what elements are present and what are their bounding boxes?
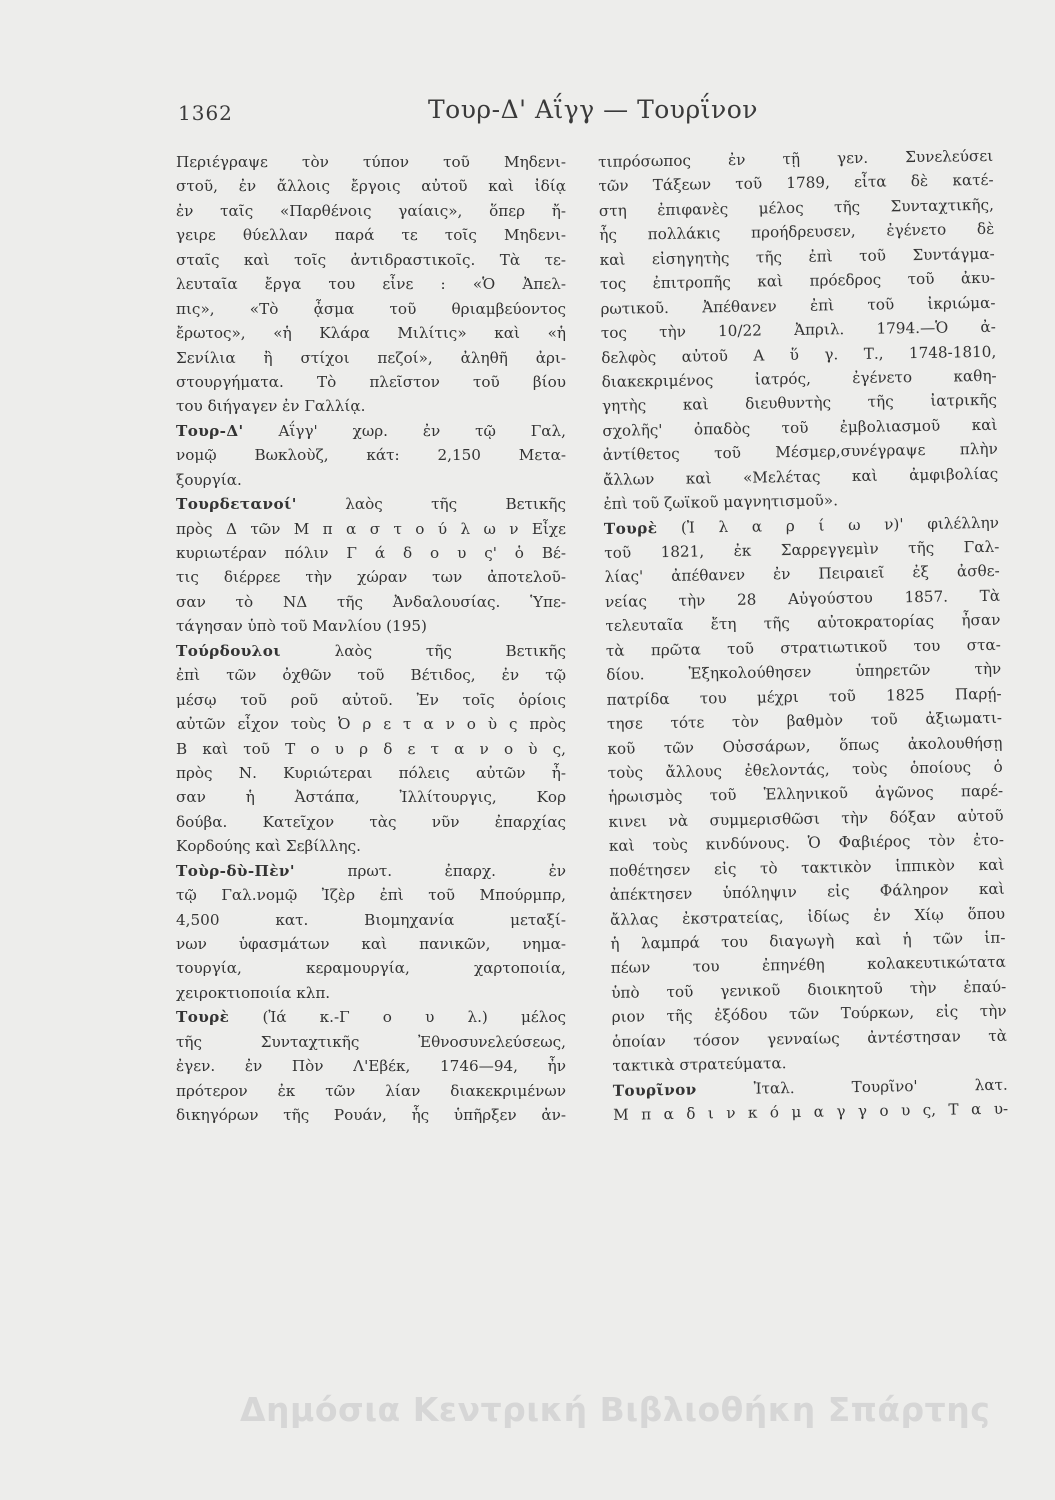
text-line: σταῖς καὶ τοῖς ἀντιδραστικοῖς. Τὰ τε- [176, 250, 566, 269]
library-watermark: Δημόσια Κεντρική Βιβλιοθήκη Σπάρτης [240, 1390, 991, 1429]
entry-headword: Τουρ-Δ' [176, 421, 244, 440]
text-line: καὶ εἰσηγητὴς τῆς ἐπὶ τοῦ Συντάγμα- [599, 244, 995, 269]
text-line: ἄλλας ἐκστρατείας, ἰδίως ἐν Χίῳ ὅπου [609, 904, 1006, 929]
text-line: πρότερον ἐκ τῶν λίαν διακεκριμένων [176, 1081, 566, 1100]
text-line: Μ π α δ ι ν κ ό μ α γ γ ο υ ς, Τ α υ- [613, 1099, 1009, 1124]
entry-start-line: Τουρ-Δ' Αΐγγ' χωρ. ἐν τῷ Γαλ, [176, 421, 566, 440]
text-line: τος τὴν 10/22 Ἀπριλ. 1794.—Ὁ ἀ- [600, 317, 996, 343]
text-line: νομῷ Βωκλοὺζ, κάτ: 2,150 Μετα- [176, 446, 566, 465]
text-line: του διήγαγεν ἐν Γαλλίᾳ. [176, 397, 366, 416]
text-line: ἔρωτος», «ἡ Κλάρα Μιλίτις» καὶ «ἡ [176, 324, 566, 343]
text-line: σχολῆς' ὀπαδὸς τοῦ ἐμβολιασμοῦ καὶ [602, 415, 998, 440]
text-line: σαν τὸ ΝΔ τῆς Ἀνδαλουσίας. Ὑπε- [176, 592, 566, 611]
text-line: σαν ἡ Ἀστάπα, Ἰλλίτουργις, Κορ [176, 788, 566, 807]
text-line: τος ἐπιτροπῆς καὶ πρόεδρος τοῦ ἀκυ- [599, 268, 996, 294]
text-line: δίου. Ἐξηκολούθησεν ὑπηρετῶν τὴν [606, 659, 1002, 685]
text-line: λευταῖα ἔργα του εἶνε : «Ὁ Ἀπελ- [176, 275, 566, 294]
text-line: ἧς πολλάκις προήδρευσεν, ἐγένετο δὲ [599, 220, 995, 245]
entry-start-line: Τοὺρ-δὺ-Πὲν' πρωτ. ἐπαρχ. ἐν [176, 861, 566, 880]
text-line: τῷ Γαλ.νομῷ Ἰζὲρ ἐπὶ τοῦ Μπούρμπρ, [176, 886, 566, 905]
entry-start-line: Τουρὲ (Ἰ λ α ρ ί ω ν)' φιλέλλην [603, 513, 1000, 538]
text-line: πρὸς Δ τῶν Μ π α σ τ ο ύ λ ω ν Εἶχε [176, 519, 566, 538]
text-line: γειρε θύελλαν παρά τε τοῖς Μηδενι- [176, 226, 566, 245]
text-line: ποθέτησεν εἰς τὸ τακτικὸν ἱππικὸν καὶ [609, 855, 1005, 880]
text-line: τοῦ 1821, ἐκ Σαρρεγγεμὶν τῆς Γαλ- [604, 537, 1000, 562]
text-line: ξουργία. [176, 470, 242, 489]
text-line: τῆς Συνταχτικῆς Ἐθνοσυνελεύσεως, [176, 1032, 566, 1051]
text-line: τις διέρρεε τὴν χώραν των ἀποτελοῦ- [176, 568, 566, 587]
text-line: Σενίλια ἢ στίχοι πεζοί», ἀληθῆ ἀρι- [176, 348, 566, 367]
page-number: 1362 [178, 101, 233, 125]
text-line: ὁποίαν τόσον γενναίως ἀντέστησαν τὰ [611, 1026, 1008, 1051]
text-line: στη ἐπιφανὲς μέλος τῆς Συνταχτικῆς, [598, 195, 995, 220]
text-line: ὑπὸ τοῦ γενικοῦ διοικητοῦ τὴν ἐπαύ- [611, 977, 1007, 1002]
text-line: τουργία, κεραμουργία, χαρτοποιία, [176, 959, 566, 978]
text-line: τάγησαν ὑπὸ τοῦ Μανλίου (195) [176, 617, 427, 636]
text-line: χειροκτιοποιία κλπ. [176, 983, 331, 1002]
entry-headword: Τουρῖνον [612, 1080, 697, 1100]
text-line: τοὺς ἄλλους ἐθελοντάς, τοὺς ὁποίους ὁ [607, 757, 1003, 782]
text-line: πατρίδα του μέχρι τοῦ 1825 Παρῄ- [606, 684, 1002, 709]
text-line: τελευταῖα ἔτη τῆς αὐτοκρατορίας ἦσαν [605, 611, 1001, 636]
text-line: 4,500 κατ. Βιομηχανία μεταξί- [176, 910, 566, 929]
text-line: ἀντίθετος τοῦ Μέσμερ,συνέγραψε πλὴν [602, 440, 998, 465]
text-line: ἐπὶ τοῦ ζωϊκοῦ μαγνητισμοῦ». [603, 491, 839, 514]
entry-start-line: Τουρὲ (Ἰά κ.-Γ ο υ λ.) μέλος [176, 1008, 566, 1027]
text-line: τακτικὰ στρατεύματα. [612, 1054, 787, 1076]
text-line: μέσῳ τοῦ ροῦ αὐτοῦ. Ἐν τοῖς ὁρίοις [176, 690, 566, 709]
entry-headword: Τουρὲ [176, 1008, 230, 1027]
text-line: λίας' ἀπέθανεν ἐν Πειραιεῖ ἐξ ἀσθε- [604, 562, 1000, 587]
text-line: Β καὶ τοῦ Τ ο υ ρ δ ε τ α ν ο ὺ ς, [176, 739, 566, 758]
text-line: ἡρωισμὸς τοῦ Ἑλληνικοῦ ἀγῶνος παρέ- [608, 782, 1004, 807]
text-line: τιπρόσωπος ἐν τῇ γεν. Συνελεύσει [598, 146, 994, 171]
text-line: διακεκριμένος ἰατρός, ἐγένετο καθη- [601, 366, 997, 391]
text-line: ἐπὶ τῶν ὀχθῶν τοῦ Βέτιδος, ἐν τῷ [176, 666, 566, 685]
text-line: στοῦ, ἐν ἄλλοις ἔργοις αὐτοῦ καὶ ἰδίᾳ [176, 177, 566, 196]
text-line: κοῦ τῶν Οὐσσάρων, ὅπως ἀκολουθήσῃ [607, 733, 1003, 758]
text-line: γητὴς καὶ διευθυντὴς τῆς ἰατρικῆς [601, 391, 998, 416]
text-line: Κορδούης καὶ Σεβίλλης. [176, 837, 361, 856]
text-line: πέων του ἐπηνέθη κολακευτικώτατα [610, 953, 1006, 978]
entry-start-line: Τούρδουλοι λαὸς τῆς Βετικῆς [176, 641, 566, 660]
text-line: τὰ πρῶτα τοῦ στρατιωτικοῦ του στα- [605, 635, 1001, 660]
text-line: τησε τότε τὸν βαθμὸν τοῦ ἀξιωματι- [606, 708, 1003, 733]
entry-start-line: Τουρδετανοί' λαὸς τῆς Βετικῆς [176, 495, 566, 514]
entry-headword: Τούρδουλοι [176, 641, 281, 660]
text-line: δικηγόρων τῆς Ρουάν, ἧς ὑπῆρξεν ἀν- [176, 1106, 566, 1125]
text-line: δελφὸς αὐτοῦ Α ὕ γ. Τ., 1748-1810, [601, 342, 997, 367]
text-line: κυριωτέραν πόλιν Γ ά δ ο υ ς' ὁ Βέ- [176, 544, 566, 562]
text-line: ἄλλων καὶ «Μελέτας καὶ ἀμφιβολίας [603, 464, 999, 489]
text-line: ἐγεν. ἐν Πὸν Λ'Εβέκ, 1746—94, ἦν [176, 1057, 566, 1076]
right-column [598, 144, 1008, 1128]
page-title: Τουρ-Δ' Αΐγγ — Τουρΐνον [428, 95, 758, 124]
entry-headword: Τουρδετανοί' [176, 495, 297, 514]
entry-headword: Τουρὲ [603, 518, 658, 538]
text-line: Περιέγραψε τὸν τύπον τοῦ Μηδενι- [176, 153, 566, 171]
text-line: καὶ τοὺς κινδύνους. Ὁ Φαβιέρος τὸν ἐτο- [608, 830, 1005, 856]
text-line: ἐν ταῖς «Παρθένοις γαίαις», ὅπερ ἤ- [176, 201, 566, 220]
text-line: δούβα. Κατεῖχον τὰς νῦν ἐπαρχίας [176, 812, 566, 831]
text-line: πις», «Τὸ ᾆσμα τοῦ θριαμβεύοντος [176, 299, 566, 318]
entry-headword: Τοὺρ-δὺ-Πὲν' [176, 861, 295, 880]
text-line: ἀπέκτησεν ὑπόληψιν εἰς Φάληρον καὶ [609, 879, 1005, 905]
text-line: αὐτῶν εἶχον τοὺς Ὀ ρ ε τ α ν ο ὺ ς πρὸς [176, 715, 566, 734]
text-line: ριον τῆς ἐξόδου τῶν Τούρκων, εἰς τὴν [611, 1002, 1007, 1027]
text-line: τῶν Τάξεων τοῦ 1789, εἶτα δὲ κατέ- [598, 171, 994, 196]
text-line: νων ὑφασμάτων καὶ πανικῶν, νημα- [176, 935, 566, 953]
text-line: στουργήματα. Τὸ πλεῖστον τοῦ βίου [176, 372, 566, 391]
text-line: πρὸς Ν. Κυριώτεραι πόλεις αὐτῶν ἦ- [176, 763, 566, 782]
entry-start-line: Τουρῖνον Ἰταλ. Τουρῖνο' λατ. [612, 1075, 1008, 1100]
text-line: ἡ λαμπρά του διαγωγὴ καὶ ἡ τῶν ἱπ- [610, 928, 1006, 953]
text-line: ρωτικοῦ. Ἀπέθανεν ἐπὶ τοῦ ἰκριώμα- [600, 293, 996, 318]
text-line: νείας τὴν 28 Αὐγούστου 1857. Τὰ [604, 586, 1001, 611]
left-column [176, 150, 566, 1128]
text-line: κινει νὰ συμμερισθῶσι τὴν δόξαν αὐτοῦ [608, 806, 1004, 831]
page-header [178, 95, 758, 131]
